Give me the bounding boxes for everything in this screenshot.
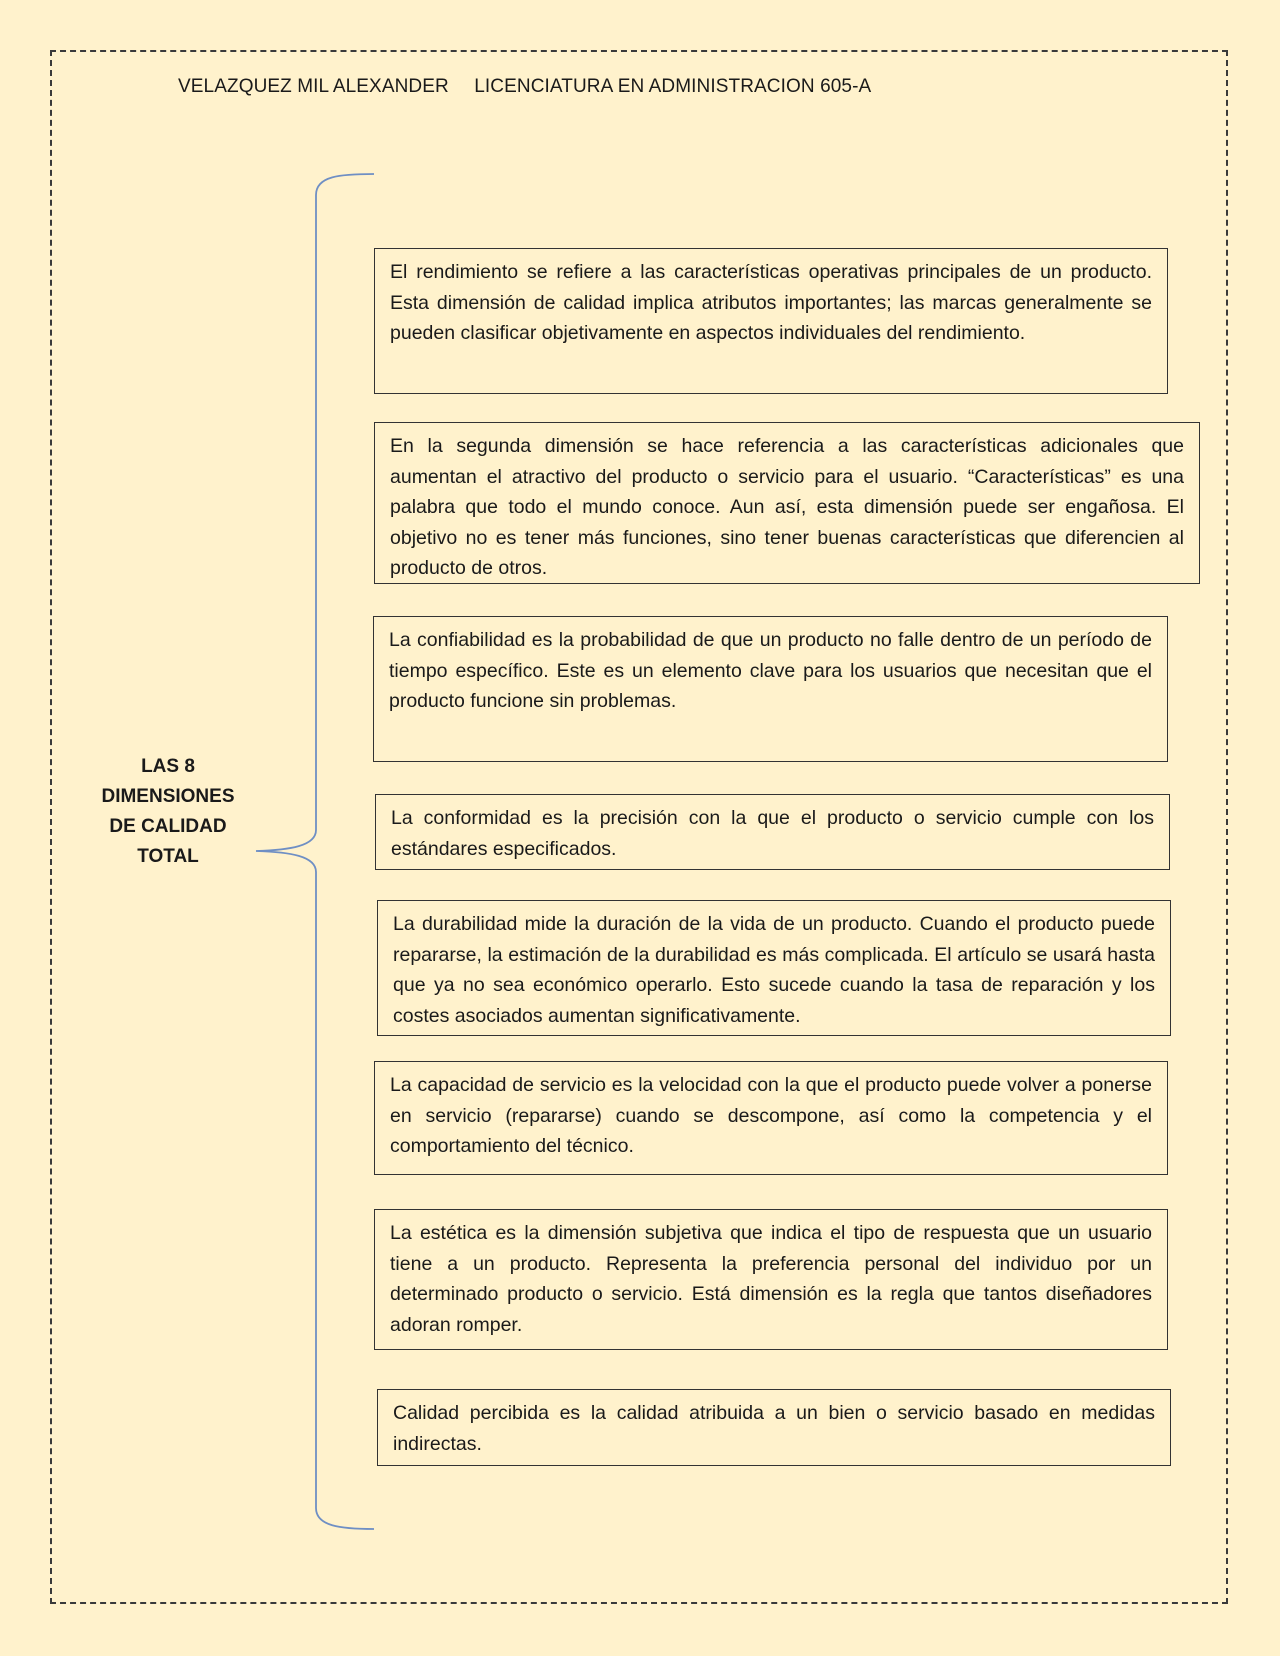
dimension-box-8: Calidad percibida es la calidad atribuida a un bien o servicio basado en medidas indirectas. bbox=[377, 1389, 1171, 1466]
dimension-box-1: El rendimiento se refiere a las características operativas principales de un producto. Esta dimensión de calidad implica atributos importantes; las marcas generalmente se pueden clasificar objetivamente en aspectos individuales del rendimiento. bbox=[374, 248, 1168, 394]
diagram-title: LAS 8 DIMENSIONES DE CALIDAD TOTAL bbox=[101, 756, 235, 867]
program-name: LICENCIATURA EN ADMINISTRACION 605-A bbox=[474, 76, 872, 97]
dimension-box-7: La estética es la dimensión subjetiva que indica el tipo de respuesta que un usuario tiene a un producto. Representa la preferencia personal del individuo por un determinado producto o servicio. Está dimensión es la regla que tantos diseñadores adoran romper. bbox=[374, 1209, 1168, 1350]
dimension-box-6: La capacidad de servicio es la velocidad con la que el producto puede volver a ponerse en servicio (repararse) cuando se descompone, así como la competencia y el comportamiento del técnico. bbox=[374, 1061, 1168, 1175]
dimension-box-2: En la segunda dimensión se hace referencia a las características adicionales que aumentan el atractivo del producto o servicio para el usuario. “Características” es una palabra que todo el mundo conoce. Aun así, esta dimensión puede ser engañosa. El objetivo no es tener más funciones, sino tener buenas características que diferencien al producto de otros. bbox=[374, 422, 1200, 584]
dimension-box-3: La confiabilidad es la probabilidad de que un producto no falle dentro de un período de tiempo específico. Este es un elemento clave para los usuarios que necesitan que el producto funcione sin problemas. bbox=[373, 616, 1168, 762]
dimension-box-4: La conformidad es la precisión con la que el producto o servicio cumple con los estándares especificados. bbox=[375, 794, 1170, 870]
author-name: VELAZQUEZ MIL ALEXANDER bbox=[178, 76, 449, 97]
dimension-box-5: La durabilidad mide la duración de la vida de un producto. Cuando el producto puede repararse, la estimación de la durabilidad es más complicada. El artículo se usará hasta que ya no sea económico operarlo. Esto sucede cuando la tasa de reparación y los costes asociados aumentan significativamente. bbox=[377, 900, 1171, 1036]
